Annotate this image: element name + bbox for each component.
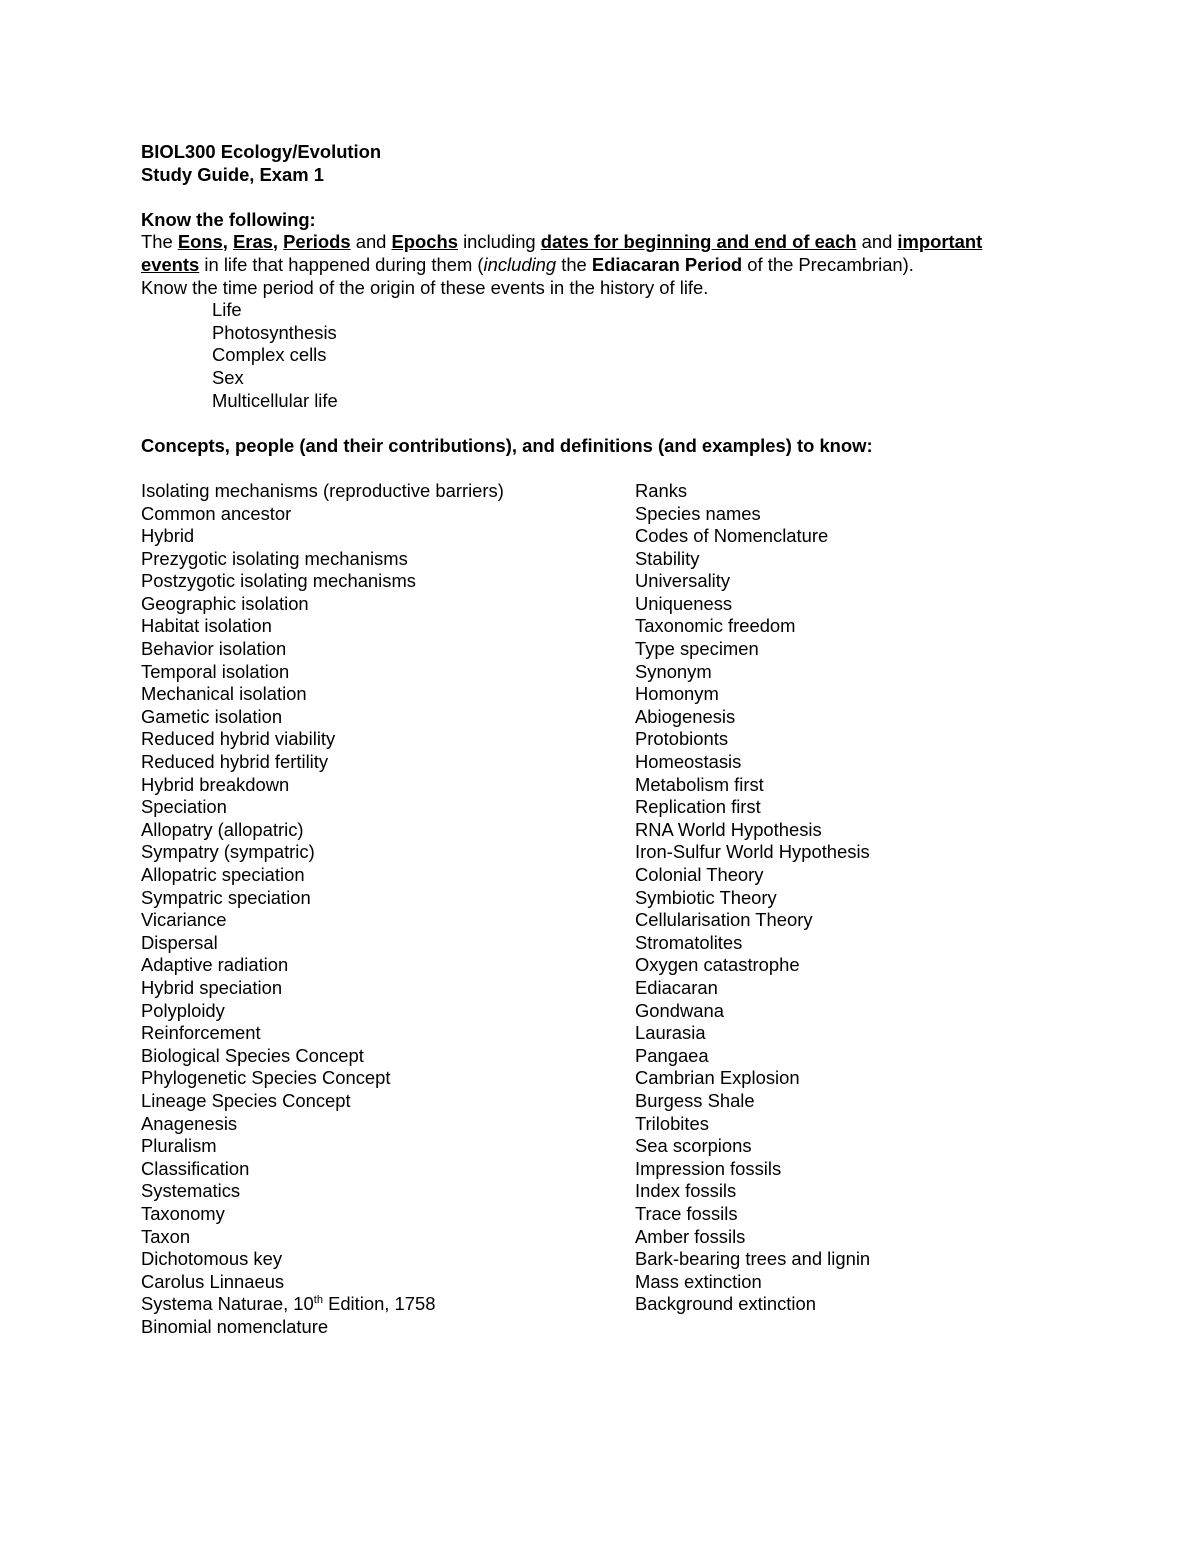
origin-item: Life [212, 299, 242, 321]
left-term: Mechanical isolation [141, 683, 307, 705]
origins-list [141, 299, 1061, 412]
right-term: Homonym [635, 683, 719, 705]
right-term: Background extinction [635, 1293, 816, 1315]
left-term: Taxonomy [141, 1202, 225, 1224]
left-term: Temporal isolation [141, 660, 290, 682]
term-events: events [141, 253, 200, 275]
left-term: Sympatric speciation [141, 886, 311, 908]
right-term: Stromatolites [635, 931, 743, 953]
origin-item: Complex cells [212, 344, 327, 366]
left-term: Hybrid breakdown [141, 773, 290, 795]
concepts-left-column [141, 480, 635, 1339]
systema-text-end: Edition, 1758 [322, 1293, 436, 1315]
left-term: Systematics [141, 1180, 241, 1202]
right-term-list [635, 480, 1055, 1316]
origin-instruction: Know the time period of the origin of these events in the history of life. [141, 276, 709, 298]
right-term: Abiogenesis [635, 705, 736, 727]
left-term: Allopatric speciation [141, 864, 305, 885]
left-term: Reduced hybrid fertility [141, 751, 329, 773]
right-term: Uniqueness [635, 592, 733, 614]
left-term: Gametic isolation [141, 705, 283, 727]
left-term: Sympatry (sympatric) [141, 841, 315, 863]
right-term: Trilobites [635, 1112, 709, 1134]
right-term: Laurasia [635, 1022, 706, 1044]
left-term-systema [141, 1293, 635, 1316]
left-term: Adaptive radiation [141, 954, 289, 976]
left-term: Behavior isolation [141, 638, 287, 660]
left-term: Lineage Species Concept [141, 1089, 351, 1111]
right-term: Trace fossils [635, 1202, 738, 1224]
right-term: Codes of Nomenclature [635, 525, 829, 547]
right-term: Stability [635, 547, 700, 569]
right-term: Cambrian Explosion [635, 1067, 800, 1089]
right-term: Ediacaran [635, 976, 718, 998]
term-important: important [897, 231, 983, 253]
spacer [141, 457, 1061, 480]
right-term: Symbiotic Theory [635, 886, 777, 908]
systema-ordinal: th [313, 1294, 323, 1307]
left-term: Isolating mechanisms (reproductive barriers) [141, 479, 504, 501]
spacer [141, 186, 1061, 209]
left-term: Vicariance [141, 909, 227, 931]
right-term: Iron-Sulfur World Hypothesis [635, 841, 870, 863]
know-paragraph [141, 231, 1061, 276]
right-term: Sea scorpions [635, 1135, 752, 1157]
left-term: Dichotomous key [141, 1248, 283, 1270]
left-term: Habitat isolation [141, 615, 272, 637]
left-term: Pluralism [141, 1135, 217, 1157]
right-term: Metabolism first [635, 773, 764, 795]
right-term: Amber fossils [635, 1225, 746, 1247]
para-comma: , [272, 231, 284, 253]
right-term: Gondwana [635, 999, 724, 1021]
left-term: Binomial nomenclature [141, 1315, 329, 1337]
left-term: Postzygotic isolating mechanisms [141, 570, 416, 592]
left-term: Dispersal [141, 931, 218, 953]
left-term: Hybrid [141, 525, 195, 547]
know-paragraph-line-1 [141, 231, 1061, 254]
para-text: and [350, 231, 392, 253]
left-term: Speciation [141, 796, 227, 818]
left-term: Allopatry (allopatric) [141, 818, 304, 840]
right-term: RNA World Hypothesis [635, 818, 822, 840]
course-title: BIOL300 Ecology/Evolution [141, 141, 382, 162]
origin-item: Multicellular life [212, 389, 338, 411]
term-eons: Eons [177, 231, 223, 253]
right-term: Species names [635, 502, 761, 524]
left-term: Prezygotic isolating mechanisms [141, 547, 408, 569]
left-term-list [141, 480, 635, 1293]
spacer [141, 412, 1061, 435]
right-term: Oxygen catastrophe [635, 954, 800, 976]
right-term: Replication first [635, 796, 761, 818]
right-term: Taxonomic freedom [635, 615, 796, 637]
para-italic: including [483, 253, 557, 275]
right-term: Homeostasis [635, 751, 742, 773]
para-text: including [457, 231, 541, 253]
term-ediacaran-period: Ediacaran Period [591, 253, 743, 275]
left-term: Common ancestor [141, 502, 292, 524]
document-page [141, 141, 1061, 1338]
left-term: Taxon [141, 1225, 191, 1247]
right-term: Cellularisation Theory [635, 909, 813, 931]
left-term: Polyploidy [141, 999, 225, 1021]
right-term: Bark-bearing trees and lignin [635, 1248, 871, 1270]
concepts-heading: Concepts, people (and their contributions), and definitions (and examples) to know: [141, 434, 873, 456]
term-epochs: Epochs [391, 231, 458, 253]
know-heading: Know the following: [141, 208, 316, 230]
guide-subtitle: Study Guide, Exam 1 [141, 163, 324, 185]
right-term: Index fossils [635, 1180, 737, 1202]
right-term: Universality [635, 570, 731, 592]
right-term: Ranks [635, 479, 688, 501]
term-dates: dates for beginning and end of each [540, 231, 857, 253]
right-term: Synonym [635, 660, 712, 682]
concepts-right-column [635, 480, 1055, 1339]
right-term: Mass extinction [635, 1270, 762, 1292]
origin-item: Sex [212, 366, 244, 388]
left-term: Classification [141, 1157, 250, 1179]
left-term: Reduced hybrid viability [141, 728, 336, 750]
right-term: Type specimen [635, 638, 759, 660]
origin-item: Photosynthesis [212, 321, 337, 343]
para-text: the [556, 253, 592, 275]
para-comma: , [222, 231, 234, 253]
left-term: Carolus Linnaeus [141, 1270, 285, 1292]
para-text: of the Precambrian). [742, 253, 914, 275]
term-periods: Periods [283, 231, 351, 253]
left-term: Hybrid speciation [141, 976, 283, 998]
para-text: The [141, 231, 178, 253]
left-term: Geographic isolation [141, 592, 309, 614]
right-term: Pangaea [635, 1044, 709, 1066]
para-text: and [856, 231, 898, 253]
left-term: Reinforcement [141, 1022, 261, 1044]
right-term: Colonial Theory [635, 864, 764, 885]
left-term: Anagenesis [141, 1112, 238, 1134]
left-term: Biological Species Concept [141, 1044, 364, 1066]
left-term: Phylogenetic Species Concept [141, 1067, 391, 1089]
systema-text: Systema Naturae, 10 [141, 1293, 314, 1315]
right-term: Impression fossils [635, 1157, 782, 1179]
para-text: in life that happened during them ( [199, 253, 484, 275]
term-eras: Eras [233, 231, 273, 253]
right-term: Protobionts [635, 728, 729, 750]
right-term: Burgess Shale [635, 1089, 755, 1111]
know-paragraph-line-2 [141, 254, 1061, 277]
concepts-columns [141, 480, 1061, 1339]
